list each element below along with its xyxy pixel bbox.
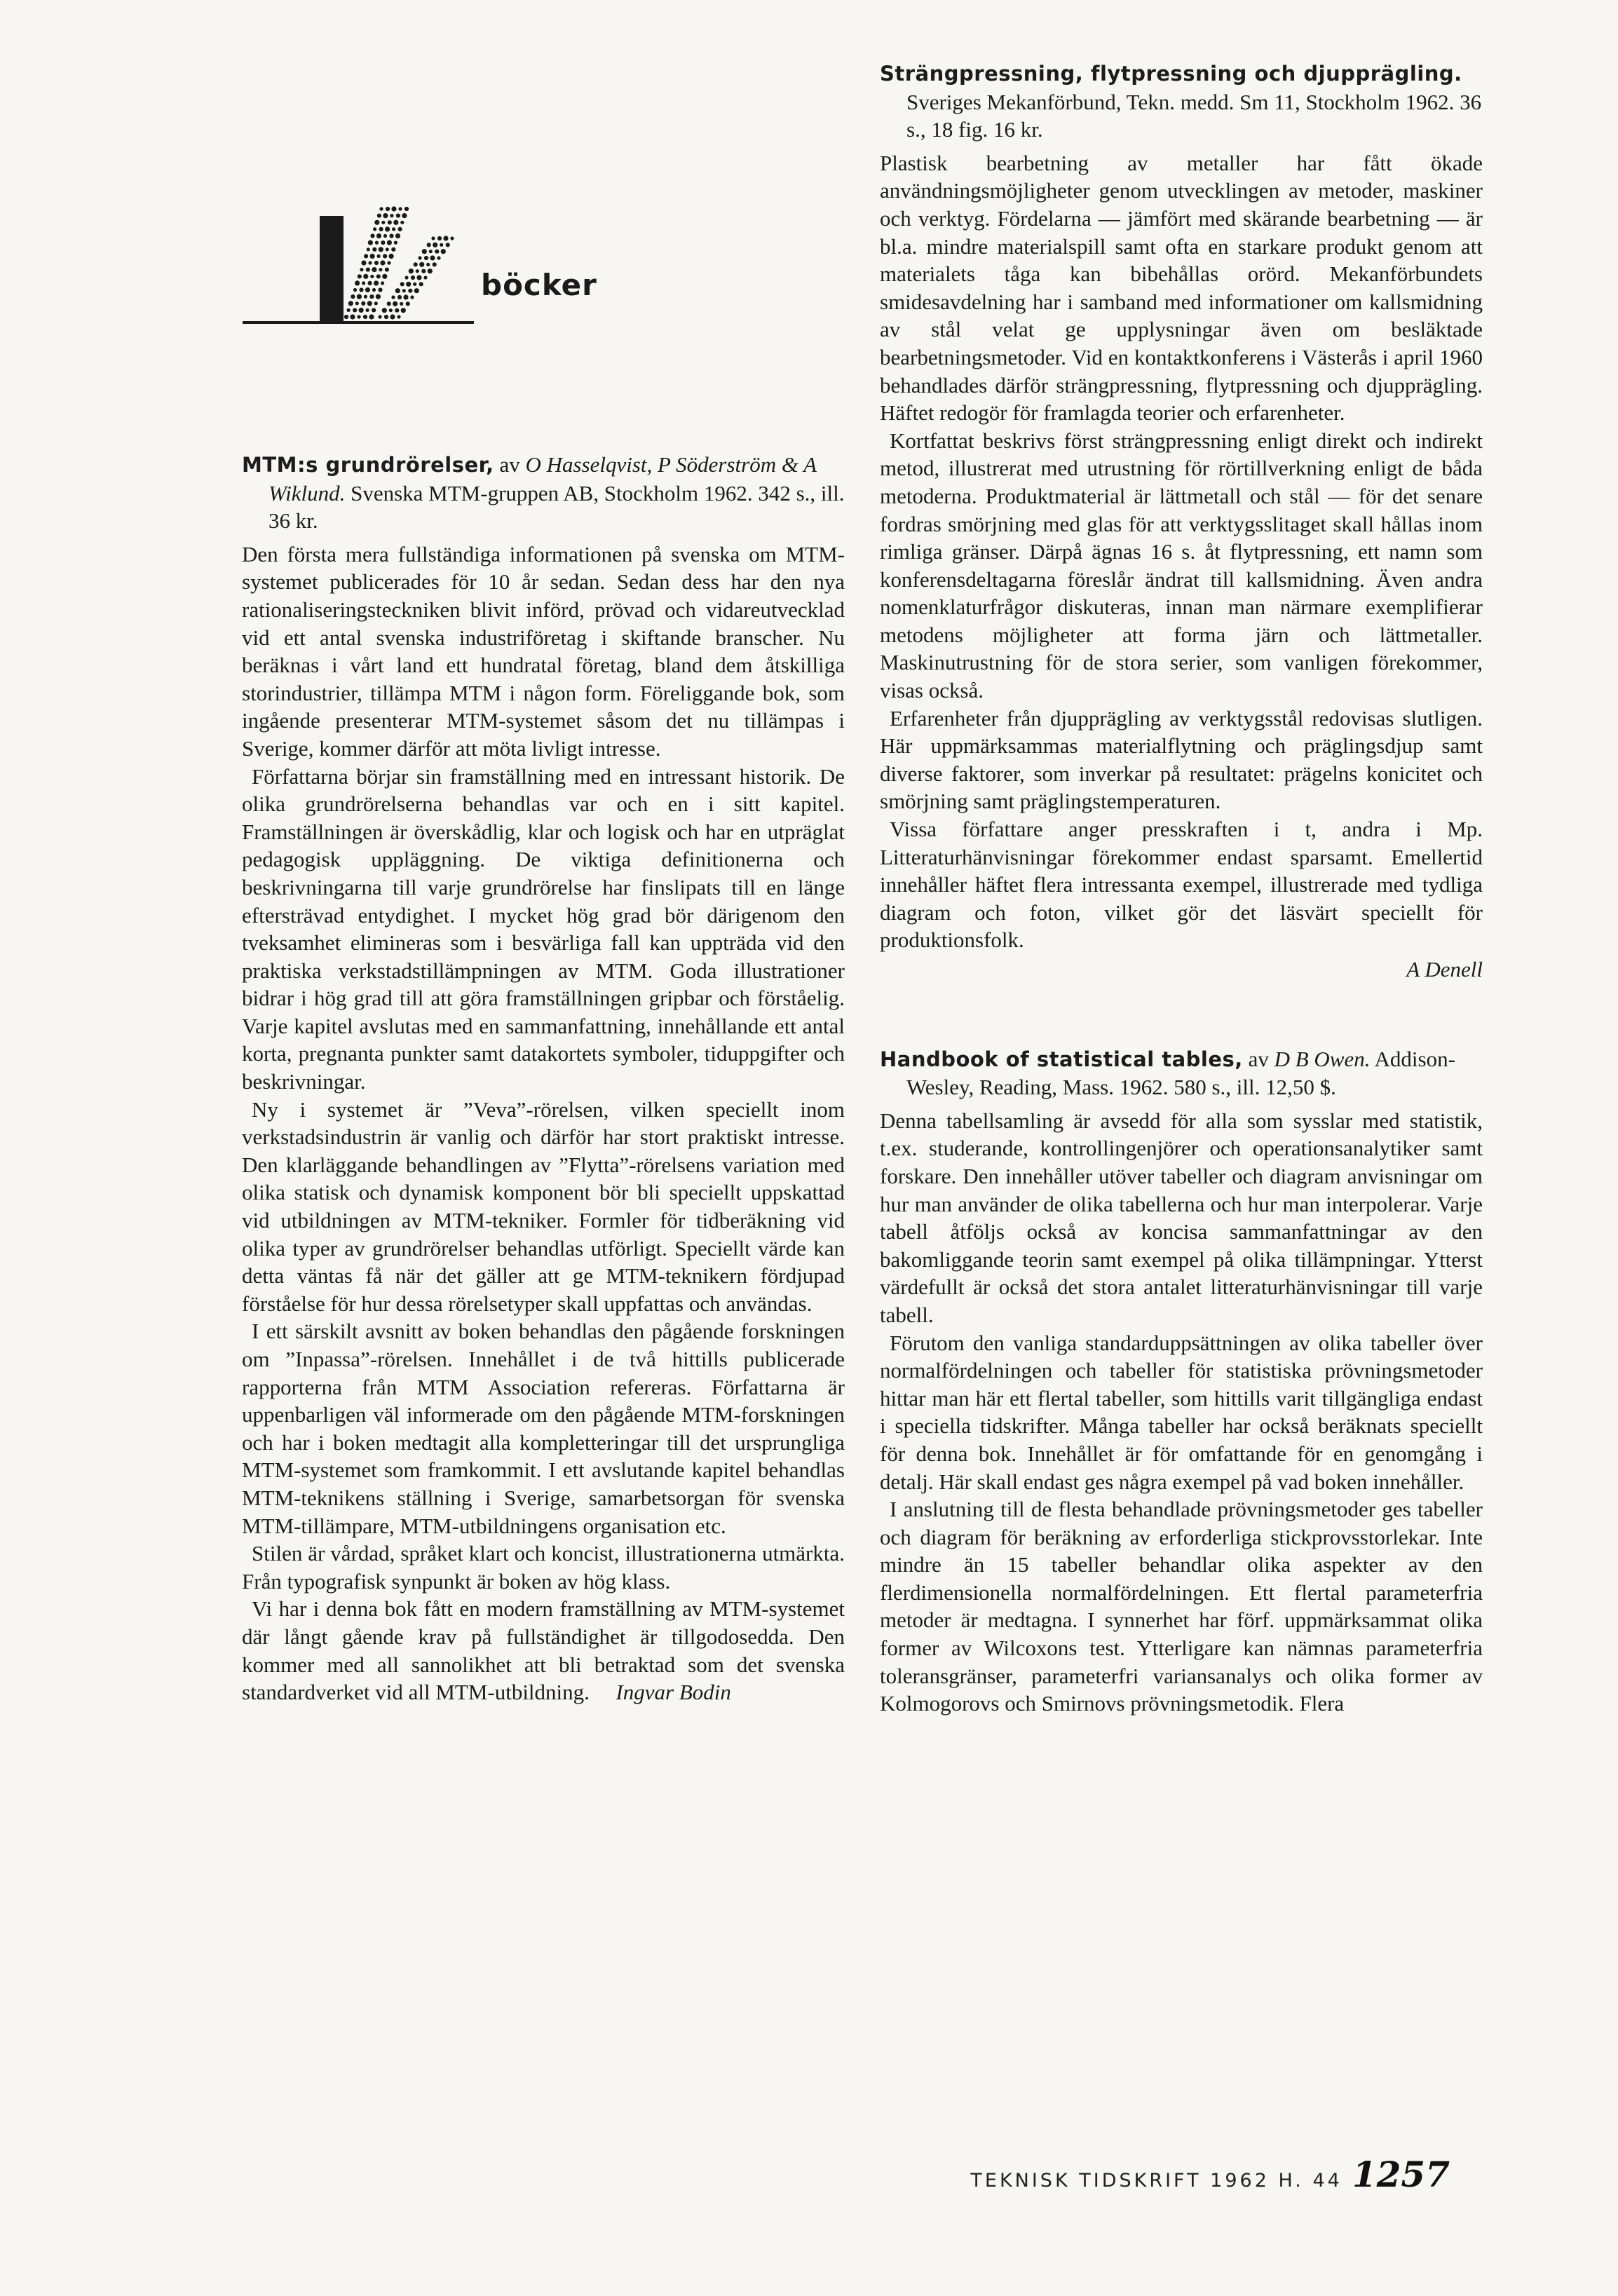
review-author: D B Owen. bbox=[1274, 1046, 1371, 1071]
signature: Ingvar Bodin bbox=[616, 1680, 731, 1705]
paragraph: Denna tabellsamling är avsedd för alla som sysslar med statistik, t.ex. studerande, kontrollingenjörer och operationsanalytiker samt forskare. Den innehåller utöver tabeller och diagram anvisningar om hur man använder de olika tabellerna och hur man interpolerar. Varje tabell åtföljs också av koncisa sammanfattningar av den bakomliggande teorin samt exempel på olika tillämpningar. Ytterst värdefullt är också det stora antalet litteraturhänvisningar till varje tabell. bbox=[880, 1108, 1483, 1327]
review-title: MTM:s grundrörelser, bbox=[242, 453, 494, 477]
journal-name: TEKNISK TIDSKRIFT 1962 H. 44 bbox=[970, 2170, 1342, 2192]
review-separator bbox=[880, 984, 1483, 1045]
review-handbook bbox=[880, 1045, 1483, 1718]
paragraph: Den första mera fullständiga informationen på svenska om MTM-systemet publicerades för 10 år sedan. Sedan dess har den nya rationaliseringsteckniken blivit införd, prövad och vidareutvecklad vid ett antal svenska industriföretag i skiftande branscher. Nu beräknas i vårt land ett hundratal företag, bland dem åtskilliga storindustrier, tillämpa MTM i någon form. Föreliggande bok, som ingående presenterar MTM-systemet såsom det nu tillämpas i Sverige, kommer därför att möta livligt intresse. bbox=[242, 541, 845, 761]
review-heading bbox=[880, 1045, 1483, 1101]
right-column bbox=[880, 60, 1483, 1718]
paragraph: I anslutning till de flesta behandlade prövningsmetoder ges tabeller och diagram för beräkning av erforderliga stickprovsstorlekar. Inte mindre än 15 tabeller behandlar olika aspekter av den flerdimensionella normalfördelningen. Ett flertal parameterfria metoder är medtagna. I synnerhet har förf. uppmärksammat olika former av Wilcoxons test. Ytterligare kan nämnas parameterfria toleransgränser, parameterfri variansanalys och olika former av Kolmogorovs och Smirnovs prövningsmetodik. Flera bbox=[880, 1497, 1483, 1716]
page-number: 1257 bbox=[1352, 2154, 1450, 2195]
author-prefix: av bbox=[499, 452, 520, 477]
publication-info: Svenska MTM-gruppen AB, Stockholm 1962. 342 s., ill. 36 kr. bbox=[268, 480, 845, 534]
paragraph: Vissa författare anger presskraften i t, andra i Mp. Litteraturhänvisningar förekommer endast sparsamt. Emellertid innehåller häftet flera intressanta exempel, illustrerade med tydliga diagram och foton, vilket gör det läsvärt speciellt för produktionsfolk. bbox=[880, 817, 1483, 953]
review-author: O Hasselqvist, P Söderström & A Wiklund. bbox=[268, 452, 817, 505]
signature: A Denell bbox=[1406, 957, 1483, 981]
paragraph: Förutom den vanliga standarduppsättningen av olika tabeller över normalfördelningen och tabeller för statistiska prövningsmetoder hittar man här ett flertal tabeller, som hittills varit tillgängliga endast i speciella tidskrifter. Många tabeller har också beräknats speciellt för denna bok. Innehållet är för omfattande för en genomgång i detalj. Här skall endast ges några exempel på vad boken innehåller. bbox=[880, 1330, 1483, 1494]
review-title: Handbook of statistical tables, bbox=[880, 1047, 1243, 1071]
paragraph: Erfarenheter från djupprägling av verktygsstål redovisas slutligen. Här uppmärksammas materialflytning och präglingsdjup samt diverse faktorer, som inverkar på resultatet: prägelns konicitet och smörjning samt präglingstemperaturen. bbox=[880, 705, 1483, 814]
review-heading bbox=[880, 60, 1483, 144]
paragraph: Författarna börjar sin framställning med en intressant historik. De olika grundrörelserna behandlas var och en i sitt kapitel. Framställningen är överskådlig, klar och logisk och har en utpräglat pedagogisk uppläggning. De viktiga definitionerna och beskrivningarna till varje grundrörelse har finslipats till en länge eftersträvad entydighet. I mycket hög grad bör därigenom den tveksamhet elimineras som i besvärliga fall kan uppträda vid den praktiska verkstadstillämpningen av MTM. Goda illustrationer bidrar i hög grad till att göra framställningen gripbar och förståelig. Varje kapitel avslutas med en sammanfattning, innehållande ett antal korta, pregnanta punkter samt datakortets symboler, tiduppgifter och beskrivningar. bbox=[242, 763, 845, 1094]
paragraph: Plastisk bearbetning av metaller har fått ökade användningsmöjligheter genom utvecklingen av metoder, maskiner och verktyg. Fördelarna — jämfört med skärande bearbetning — är bl.a. mindre materialspill samt ofta en starkare produkt genom att materialets tåga kan bibehållas orörd. Mekanförbundets smidesavdelning har i samband med informationer om kallsmidning av stål velat ge upplysningar även om besläktade bearbetningsmetoder. Vid en kontaktkonferens i Västerås i april 1960 behandlades därför strängpressning, flytpressning och djupprägling. Häftet redogör för framlagda teorier och erfarenheter. bbox=[880, 150, 1483, 426]
paragraph: Stilen är vårdad, språket klart och koncist, illustrationerna utmärkta. Från typografisk synpunkt är boken av hög klass. bbox=[242, 1541, 845, 1594]
publication-info: Addison-Wesley, Reading, Mass. 1962. 580 s., ill. 12,50 $. bbox=[906, 1046, 1455, 1100]
publication-info: Sveriges Mekanförbund, Tekn. medd. Sm 11, Stockholm 1962. 36 s., 18 fig. 16 kr. bbox=[906, 89, 1482, 142]
review-heading bbox=[242, 451, 845, 535]
paragraph-with-signature bbox=[242, 1595, 845, 1706]
left-column bbox=[242, 451, 845, 1706]
section-header bbox=[243, 205, 635, 331]
review-title: Strängpressning, flytpressning och djupprägling. bbox=[880, 62, 1462, 86]
author-prefix: av bbox=[1248, 1046, 1269, 1071]
page-footer bbox=[970, 2154, 1450, 2195]
paragraph: I ett särskilt avsnitt av boken behandlas den pågående forskningen om ”Inpassa”-rörelsen. Innehållet i de två hittills publicerade rapporterna från MTM Association refereras. Författarna är uppenbarligen väl informerade om den pågående MTM-forskningen och har i boken medtagit alla kompletteringar till det ursprungliga MTM-systemet som framkommit. I ett avslutande kapitel behandlas MTM-teknikens ställning i Sverige, samarbetsorgan för svenska MTM-tillämpare, MTM-utbildningens organisation etc. bbox=[242, 1319, 845, 1538]
paragraph: Kortfattat beskrivs först strängpressning enligt direkt och indirekt metod, illustrerat med utrustning för rörtillverkning enligt de båda metoderna. Produktmaterial är lättmetall och stål — för det senare fordras smörjning med glas för att verktygsslitaget skall hållas inom rimliga gränser. Därpå ägnas 16 s. åt flytpressning, ett namn som konferensdeltagarna föreslår ändrat till kallsmidning. Även andra nomenklaturfrågor diskuteras, innan man närmare exemplifierar metodens möjligheter att forma järn och lättmetaller. Maskinutrustning för de stora serier, som vanligen förekommer, visas också. bbox=[880, 428, 1483, 703]
paragraph: Ny i systemet är ”Veva”-rörelsen, vilken speciellt inom verkstadsindustrin är vanlig och därför har stort praktiskt intresse. Den klarläggande behandlingen av ”Flytta”-rörelsens variation med olika statisk och dynamisk komponent bör bli speciellt uppskattad vid utbildningen av MTM-tekniker. Formler för tidberäkning vid olika typer av grundrörelser behandlas utförligt. Speciellt värde kan detta väntas få när det gäller att ge MTM-teknikern fördjupad förståelse för hur dessa rörelsetyper skall uppfattas och användas. bbox=[242, 1096, 845, 1316]
section-label: böcker bbox=[481, 268, 597, 302]
paragraph-text: Vi har i denna bok fått en modern framställning av MTM-systemet där långt gående krav på fullständighet är tillgodosedda. Den kommer med all sannolikhet att bli betraktad som det svenska standardverket vid all MTM-utbildning. bbox=[242, 1596, 845, 1705]
review-strangpressning bbox=[880, 60, 1483, 984]
review-mtm bbox=[242, 451, 845, 1706]
